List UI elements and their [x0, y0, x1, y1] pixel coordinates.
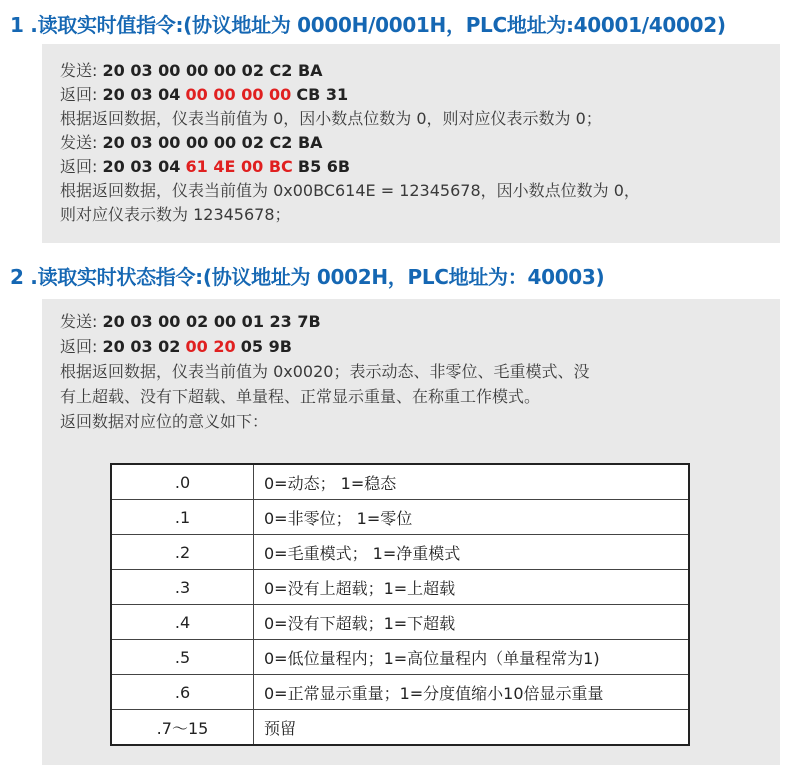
bit-cell: .2 [111, 535, 254, 570]
receive-line [60, 336, 292, 358]
desc-cell: 0=正常显示重量；1=分度值缩小10倍显示重量 [254, 675, 690, 710]
bit-cell: .4 [111, 605, 254, 640]
desc-cell: 0=毛重模式； 1=净重模式 [254, 535, 690, 570]
send-label: 发送: [60, 61, 98, 80]
explanation-line-2a: 根据返回数据，仪表当前值为 0x00BC614E = 12345678，因小数点位数为 0， [60, 181, 640, 200]
table-row [111, 535, 689, 570]
receive-label: 返回: [60, 337, 98, 356]
bit-cell: .7～15 [111, 710, 254, 746]
table-row [111, 640, 689, 675]
receive-prefix: 20 03 04 [102, 85, 181, 104]
table-row [111, 710, 689, 746]
receive-data-highlight: 61 4E 00 BC [185, 157, 293, 176]
send-line [60, 311, 321, 333]
bit-cell: .0 [111, 464, 254, 500]
explanation-line-1: 根据返回数据，仪表当前值为 0，因小数点位数为 0，则对应仪表示数为 0； [60, 109, 602, 128]
receive-prefix: 20 03 02 [102, 337, 181, 356]
receive-line-2 [60, 156, 350, 178]
bit-cell: .1 [111, 500, 254, 535]
section-2-title: 2 .读取实时状态指令:(协议地址为 0002H，PLC地址为：40003) [10, 265, 605, 289]
send-code: 20 03 00 02 00 01 23 7B [102, 312, 321, 331]
table-row [111, 500, 689, 535]
explanation-line-2b: 则对应仪表示数为 12345678； [60, 205, 291, 224]
section-1-panel [42, 44, 780, 243]
send-label: 发送: [60, 312, 98, 331]
section-1-title: 1 .读取实时值指令:(协议地址为 0000H/0001H，PLC地址为:40001/40002) [10, 13, 726, 37]
receive-prefix: 20 03 04 [102, 157, 181, 176]
explanation-line-a: 根据返回数据，仪表当前值为 0x0020；表示动态、非零位、毛重模式、没 [60, 362, 590, 381]
bit-cell: .6 [111, 675, 254, 710]
receive-crc: CB 31 [296, 85, 349, 104]
explanation-line-b: 有上超载、没有下超载、单量程、正常显示重量、在称重工作模式。 [60, 387, 541, 406]
bit-cell: .3 [111, 570, 254, 605]
send-line-2 [60, 132, 323, 154]
receive-label: 返回: [60, 157, 98, 176]
send-label: 发送: [60, 133, 98, 152]
table-row [111, 464, 689, 500]
send-line-1 [60, 60, 323, 82]
receive-label: 返回: [60, 85, 98, 104]
send-code: 20 03 00 00 00 02 C2 BA [102, 61, 323, 80]
desc-cell: 预留 [254, 710, 690, 746]
status-bits-table [110, 463, 690, 746]
receive-crc: 05 9B [240, 337, 292, 356]
receive-data-highlight: 00 00 00 00 [185, 85, 292, 104]
desc-cell: 0=动态； 1=稳态 [254, 464, 690, 500]
explanation-line-c: 返回数据对应位的意义如下： [60, 412, 269, 431]
bit-cell: .5 [111, 640, 254, 675]
desc-cell: 0=没有下超载；1=下超载 [254, 605, 690, 640]
desc-cell: 0=低位量程内；1=高位量程内（单量程常为1) [254, 640, 690, 675]
send-code: 20 03 00 00 00 02 C2 BA [102, 133, 323, 152]
desc-cell: 0=没有上超载；1=上超载 [254, 570, 690, 605]
desc-cell: 0=非零位； 1=零位 [254, 500, 690, 535]
table-row [111, 605, 689, 640]
section-2-panel [42, 299, 780, 765]
receive-data-highlight: 00 20 [185, 337, 236, 356]
table-row [111, 570, 689, 605]
table-row [111, 675, 689, 710]
receive-crc: B5 6B [297, 157, 351, 176]
receive-line-1 [60, 84, 348, 106]
